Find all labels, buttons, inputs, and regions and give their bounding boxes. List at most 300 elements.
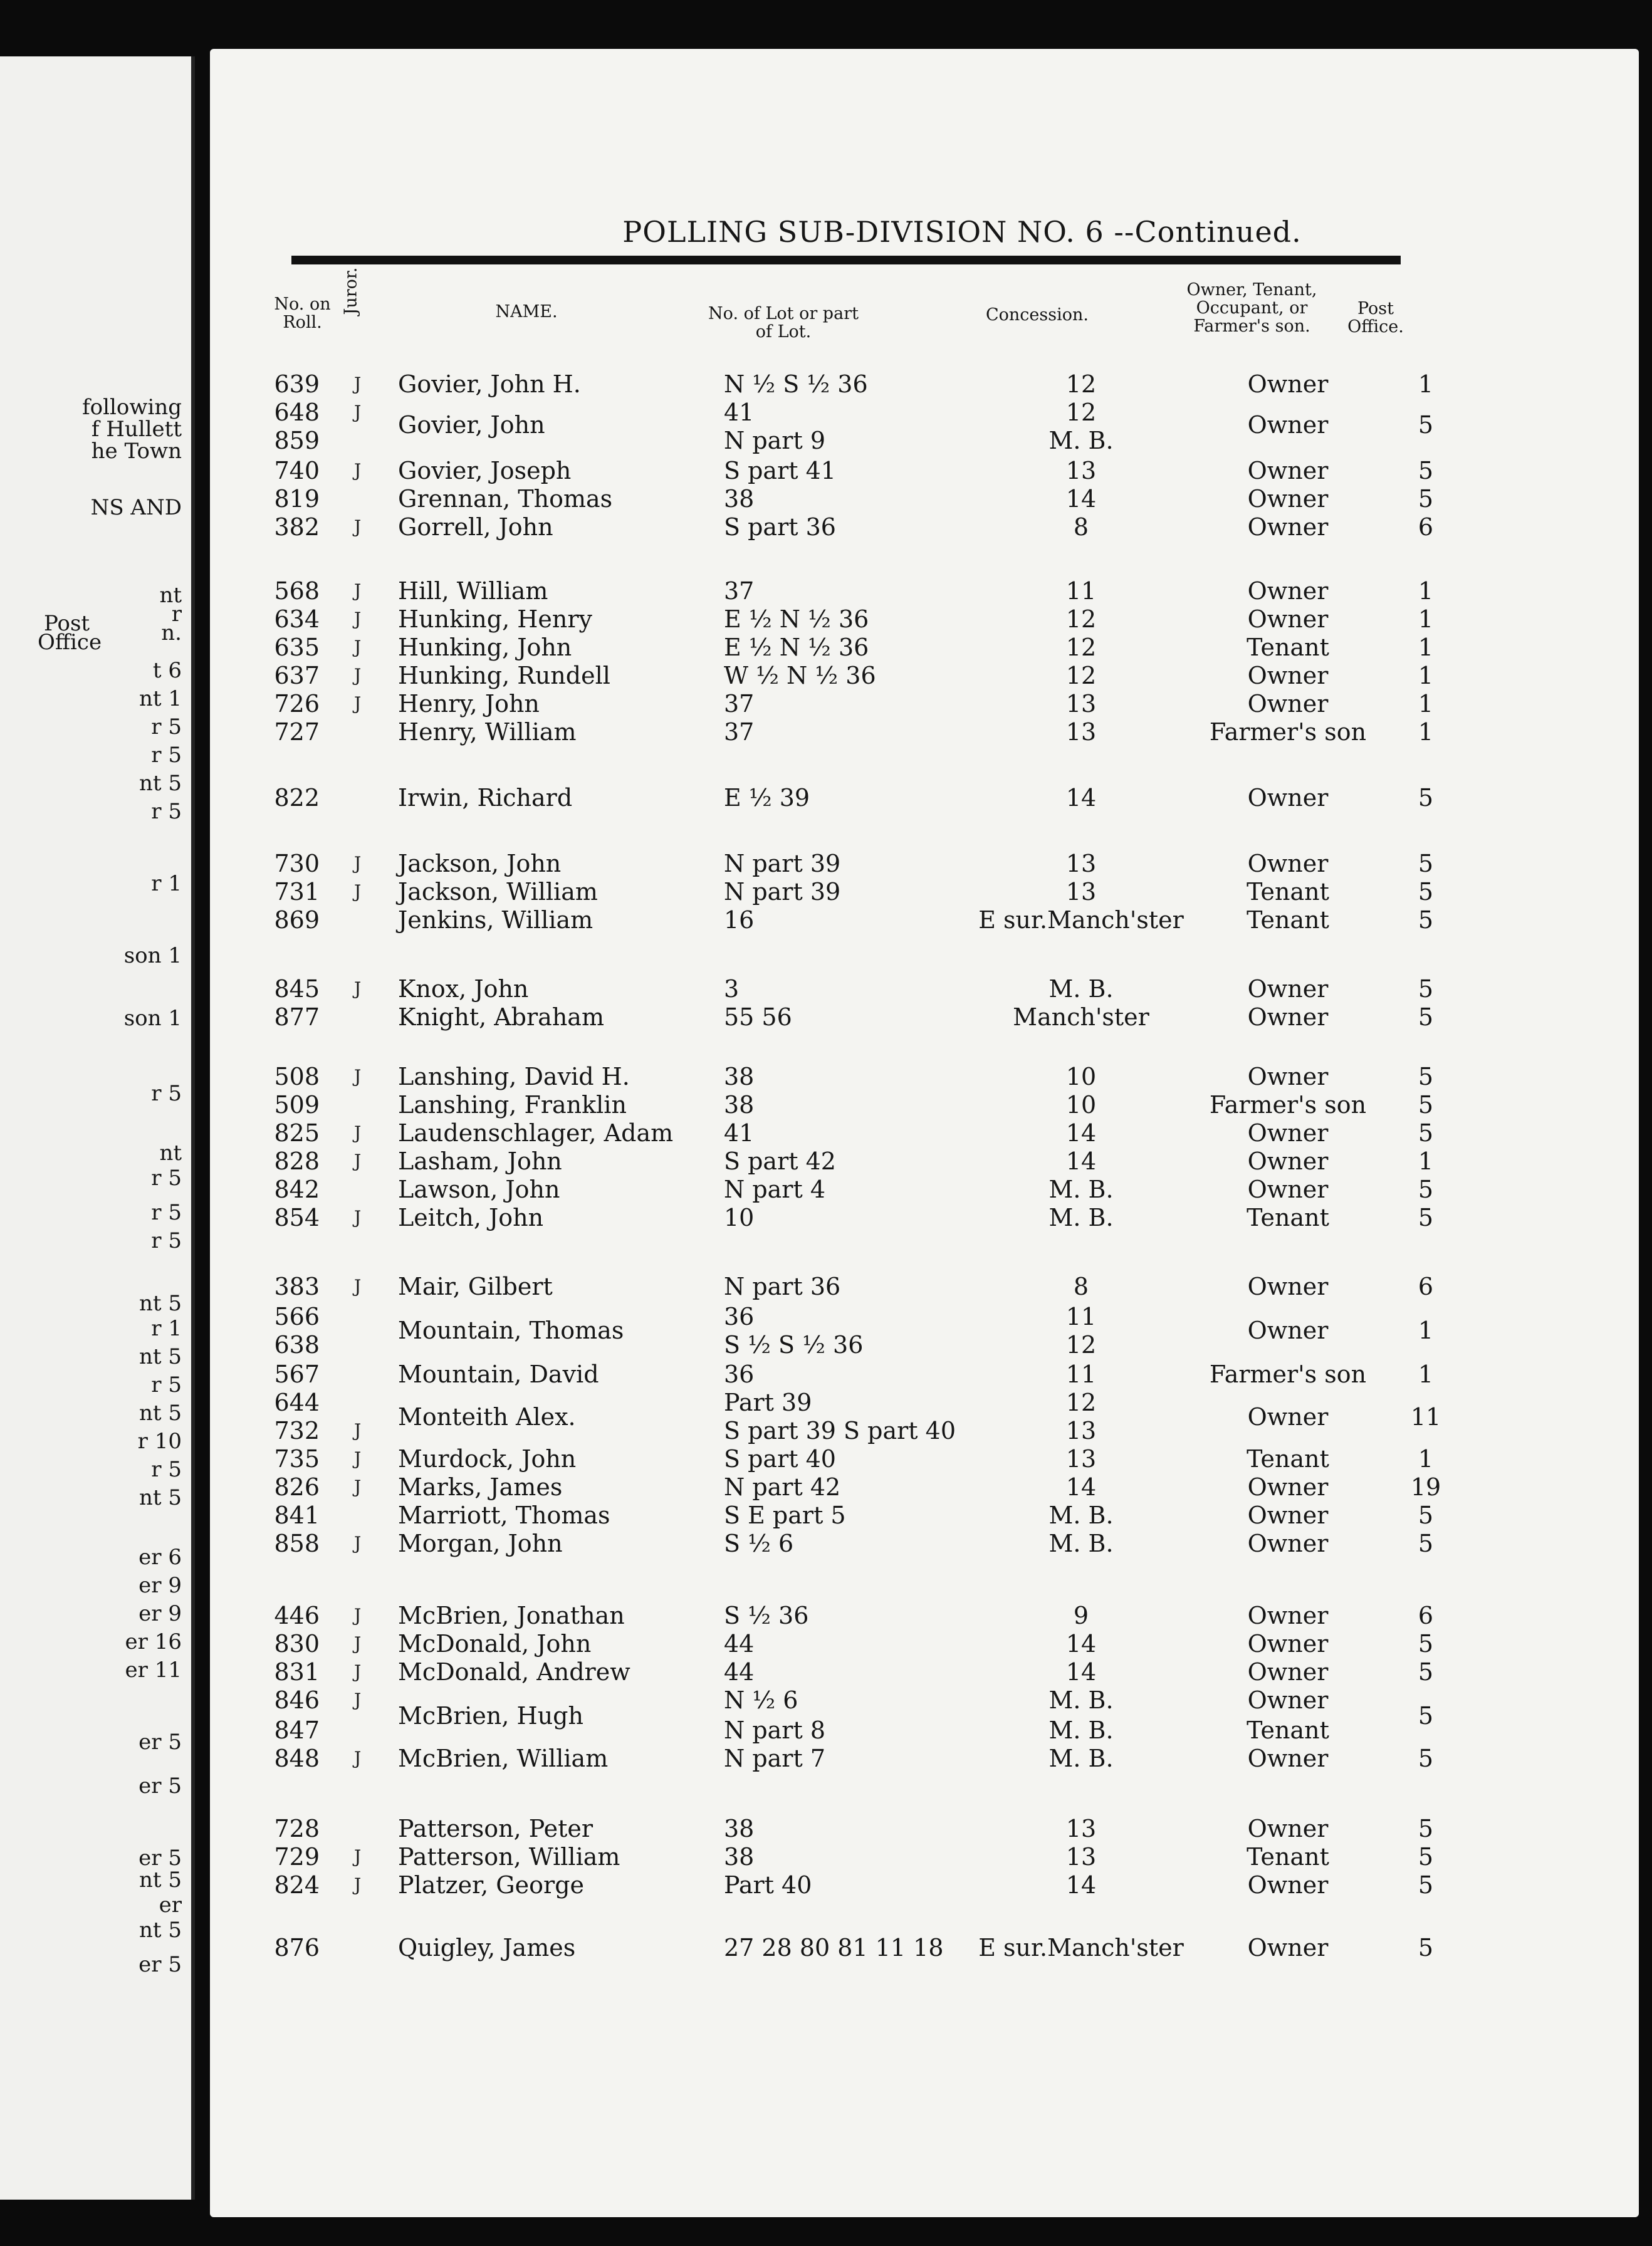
concession: 13 xyxy=(1065,718,1097,746)
lot: S ½ 6 xyxy=(724,1530,794,1557)
roll-number: 822 xyxy=(274,784,320,812)
elector-name: Marriott, Thomas xyxy=(398,1502,610,1529)
previous-page-fragment: r 5 xyxy=(151,714,182,739)
previous-page-fragment: Office xyxy=(38,630,102,655)
roll-number: 877 xyxy=(274,1003,320,1031)
concession: 12 xyxy=(1065,1331,1097,1359)
tenure-status: Owner xyxy=(1247,975,1329,1003)
post-office: 5 xyxy=(1418,850,1434,877)
elector-name: Hunking, Henry xyxy=(398,605,592,633)
table-row xyxy=(210,1933,1639,1962)
roll-number: 729 xyxy=(274,1843,320,1871)
lot: N ½ 6 xyxy=(724,1686,798,1714)
table-row xyxy=(210,1003,1639,1032)
tenure-status: Owner xyxy=(1247,1273,1329,1300)
table-row xyxy=(210,1658,1639,1686)
juror-mark: J xyxy=(354,1533,362,1554)
lot: 10 xyxy=(724,1204,755,1231)
post-office: 1 xyxy=(1418,577,1434,605)
elector-name: Henry, William xyxy=(398,718,577,746)
previous-page-fragment: NS AND xyxy=(90,495,182,520)
tenure-status: Farmer's son xyxy=(1209,1091,1367,1119)
lot: N part 39 xyxy=(724,878,841,906)
concession: E sur.Manch'ster xyxy=(978,1934,1184,1961)
post-office: 6 xyxy=(1418,1602,1434,1629)
post-office: 5 xyxy=(1418,784,1434,812)
table-row xyxy=(210,370,1639,399)
juror-mark: J xyxy=(354,516,362,537)
juror-mark: J xyxy=(354,1748,362,1768)
tenure-status: Owner xyxy=(1247,1147,1329,1175)
lot: S part 41 xyxy=(724,457,836,484)
roll-number: 639 xyxy=(274,370,320,398)
previous-page-fragment: nt 1 xyxy=(139,686,182,711)
elector-name: Jackson, John xyxy=(398,850,562,877)
concession: 9 xyxy=(1073,1602,1089,1629)
tenure-status: Owner xyxy=(1247,1602,1329,1629)
roll-number: 635 xyxy=(274,634,320,661)
concession: M. B. xyxy=(1048,427,1114,454)
post-office: 1 xyxy=(1418,1317,1434,1344)
tenure-status: Owner xyxy=(1247,1745,1329,1772)
lot: 41 xyxy=(724,399,755,426)
elector-name: Morgan, John xyxy=(398,1530,563,1557)
post-office: 5 xyxy=(1418,1658,1434,1686)
previous-page-fragment: nt 5 xyxy=(139,1485,182,1510)
juror-mark: J xyxy=(354,1846,362,1867)
post-office: 1 xyxy=(1418,690,1434,718)
concession: 11 xyxy=(1065,1303,1097,1330)
previous-page-fragment: r 5 xyxy=(151,799,182,824)
post-office: 5 xyxy=(1418,1934,1434,1961)
table-row xyxy=(210,1062,1639,1091)
lot: 38 xyxy=(724,1091,755,1119)
lot: 38 xyxy=(724,485,755,513)
elector-name: McDonald, Andrew xyxy=(398,1658,630,1686)
post-office: 5 xyxy=(1418,1702,1434,1730)
roll-number: 847 xyxy=(274,1716,320,1744)
post-office: 5 xyxy=(1418,1630,1434,1658)
juror-mark: J xyxy=(354,373,362,394)
post-office: 6 xyxy=(1418,513,1434,541)
tenure-status: Tenant xyxy=(1247,1445,1329,1473)
post-office: 5 xyxy=(1418,1815,1434,1842)
roll-number: 858 xyxy=(274,1530,320,1557)
previous-page-fragment: nt 5 xyxy=(139,1344,182,1369)
roll-number: 732 xyxy=(274,1417,320,1444)
lot: 36 xyxy=(724,1303,755,1330)
tenure-status: Owner xyxy=(1247,1658,1329,1686)
lot: W ½ N ½ 36 xyxy=(724,662,876,689)
concession: M. B. xyxy=(1048,1745,1114,1772)
roll-number: 634 xyxy=(274,605,320,633)
juror-mark: J xyxy=(354,1605,362,1626)
table-row xyxy=(210,1744,1639,1773)
roll-number: 826 xyxy=(274,1473,320,1501)
elector-name: Lasham, John xyxy=(398,1147,562,1175)
lot: 36 xyxy=(724,1361,755,1388)
juror-mark: J xyxy=(354,1276,362,1297)
elector-name: McBrien, Hugh xyxy=(398,1702,583,1730)
post-office: 5 xyxy=(1418,1003,1434,1031)
post-office: 5 xyxy=(1418,1745,1434,1772)
table-row xyxy=(210,1175,1639,1204)
tenure-status: Owner xyxy=(1247,1502,1329,1529)
roll-number: 830 xyxy=(274,1630,320,1658)
table-row xyxy=(210,1444,1639,1473)
previous-page-fragment: nt 5 xyxy=(139,771,182,796)
previous-page-fragment: r 5 xyxy=(151,1372,182,1397)
previous-page-fragment: nt 5 xyxy=(139,1401,182,1426)
previous-page-fragment: nt xyxy=(159,583,182,608)
elector-name: Laudenschlager, Adam xyxy=(398,1119,674,1147)
header-concession: Concession. xyxy=(986,305,1089,325)
lot: S ½ 36 xyxy=(724,1602,809,1629)
post-office: 1 xyxy=(1418,1445,1434,1473)
lot: N part 8 xyxy=(724,1716,826,1744)
concession: 14 xyxy=(1065,1473,1097,1501)
tenure-status: Farmer's son xyxy=(1209,1361,1367,1388)
juror-mark: J xyxy=(354,1122,362,1143)
table-row xyxy=(210,1119,1639,1147)
table-row xyxy=(210,974,1639,1003)
tenure-status: Owner xyxy=(1247,662,1329,689)
elector-name: Lanshing, Franklin xyxy=(398,1091,627,1119)
tenure-status: Owner xyxy=(1247,1473,1329,1501)
tenure-status: Owner xyxy=(1247,1317,1329,1344)
juror-mark: J xyxy=(354,402,362,422)
heading-rule xyxy=(291,256,1401,264)
previous-page-fragment: r 5 xyxy=(151,743,182,768)
previous-page-fragment: nt 5 xyxy=(139,1291,182,1316)
post-office: 1 xyxy=(1418,634,1434,661)
lot: 3 xyxy=(724,975,740,1003)
header-juror: Juror. xyxy=(341,267,361,315)
tenure-status: Farmer's son xyxy=(1209,718,1367,746)
lot: 44 xyxy=(724,1658,755,1686)
elector-name: Govier, John xyxy=(398,411,545,439)
concession: 13 xyxy=(1065,850,1097,877)
tenure-status: Owner xyxy=(1247,457,1329,484)
post-office: 1 xyxy=(1418,1147,1434,1175)
tenure-status: Owner xyxy=(1247,605,1329,633)
table-row xyxy=(210,783,1639,812)
elector-name: Leitch, John xyxy=(398,1204,544,1231)
juror-mark: J xyxy=(354,580,362,601)
roll-number: 446 xyxy=(274,1602,320,1629)
table-row xyxy=(210,1601,1639,1630)
table-row xyxy=(210,1842,1639,1871)
concession: 11 xyxy=(1065,577,1097,605)
previous-page-fragment: f Hullett xyxy=(91,417,182,442)
tenure-status: Owner xyxy=(1247,1815,1329,1842)
elector-name: Monteith Alex. xyxy=(398,1403,576,1431)
roll-number: 846 xyxy=(274,1686,320,1714)
roll-number: 841 xyxy=(274,1502,320,1529)
previous-page-fragment: nt 5 xyxy=(139,1867,182,1893)
post-office: 1 xyxy=(1418,605,1434,633)
elector-name: McBrien, Jonathan xyxy=(398,1602,625,1629)
concession: 12 xyxy=(1065,399,1097,426)
concession: 13 xyxy=(1065,878,1097,906)
tenure-status: Owner xyxy=(1247,1630,1329,1658)
register-page xyxy=(210,49,1639,2217)
lot: S part 42 xyxy=(724,1147,836,1175)
juror-mark: J xyxy=(354,1066,362,1087)
previous-page-fragment: t 6 xyxy=(152,658,182,683)
concession: M. B. xyxy=(1048,1686,1114,1714)
previous-page-fragment: r 10 xyxy=(137,1429,182,1454)
roll-number: 854 xyxy=(274,1204,320,1231)
tenure-status: Owner xyxy=(1247,513,1329,541)
lot: Part 40 xyxy=(724,1871,812,1899)
table-row xyxy=(210,426,1639,455)
elector-name: McBrien, William xyxy=(398,1745,609,1772)
lot: N part 9 xyxy=(724,427,826,454)
tenure-status: Owner xyxy=(1247,1003,1329,1031)
tenure-status: Tenant xyxy=(1247,1716,1329,1744)
lot: 38 xyxy=(724,1815,755,1842)
elector-name: Knox, John xyxy=(398,975,529,1003)
elector-name: Jenkins, William xyxy=(398,906,593,934)
elector-name: Irwin, Richard xyxy=(398,784,573,812)
lot: 27 28 80 81 11 18 xyxy=(724,1934,944,1961)
concession: 14 xyxy=(1065,1630,1097,1658)
lot: 41 xyxy=(724,1119,755,1147)
concession: Manch'ster xyxy=(1013,1003,1149,1031)
tenure-status: Owner xyxy=(1247,1063,1329,1090)
juror-mark: J xyxy=(354,1151,362,1171)
lot: 37 xyxy=(724,718,755,746)
tenure-status: Owner xyxy=(1247,690,1329,718)
elector-name: Mountain, Thomas xyxy=(398,1317,624,1344)
juror-mark: J xyxy=(354,853,362,874)
header-post-office: Post Office. xyxy=(1347,299,1404,337)
post-office: 19 xyxy=(1410,1473,1441,1501)
previous-page-fragment: er 5 xyxy=(139,1730,182,1755)
elector-name: Gorrell, John xyxy=(398,513,553,541)
post-office: 5 xyxy=(1418,1843,1434,1871)
lot: S part 40 xyxy=(724,1445,836,1473)
concession: M. B. xyxy=(1048,1530,1114,1557)
lot: N part 7 xyxy=(724,1745,826,1772)
concession: 13 xyxy=(1065,690,1097,718)
juror-mark: J xyxy=(354,1874,362,1895)
previous-page-fragment: r 5 xyxy=(151,1228,182,1253)
concession: 12 xyxy=(1065,1389,1097,1416)
post-office: 5 xyxy=(1418,1091,1434,1119)
table-row xyxy=(210,577,1639,605)
previous-page-fragment: son 1 xyxy=(123,1006,182,1031)
roll-number: 869 xyxy=(274,906,320,934)
lot: S E part 5 xyxy=(724,1502,846,1529)
previous-page-fragment: er 6 xyxy=(139,1545,182,1570)
roll-number: 731 xyxy=(274,878,320,906)
previous-page-fragment: er 16 xyxy=(125,1629,182,1654)
table-row xyxy=(210,513,1639,541)
elector-name: Grennan, Thomas xyxy=(398,485,613,513)
post-office: 5 xyxy=(1418,1063,1434,1090)
concession: 13 xyxy=(1065,1843,1097,1871)
roll-number: 825 xyxy=(274,1119,320,1147)
lot: E ½ N ½ 36 xyxy=(724,605,869,633)
concession: M. B. xyxy=(1048,975,1114,1003)
juror-mark: J xyxy=(354,637,362,657)
post-office: 1 xyxy=(1418,370,1434,398)
roll-number: 819 xyxy=(274,485,320,513)
roll-number: 637 xyxy=(274,662,320,689)
post-office: 5 xyxy=(1418,906,1434,934)
post-office: 5 xyxy=(1418,1204,1434,1231)
roll-number: 842 xyxy=(274,1176,320,1203)
elector-name: Hill, William xyxy=(398,577,548,605)
juror-mark: J xyxy=(354,665,362,686)
page-title: POLLING SUB-DIVISION NO. 6 --Continued. xyxy=(622,215,1302,249)
previous-page-fragment: er 11 xyxy=(125,1658,182,1683)
header-lot: No. of Lot or part of Lot. xyxy=(708,304,859,342)
lot: 37 xyxy=(724,577,755,605)
header-name: NAME. xyxy=(495,302,558,321)
roll-number: 859 xyxy=(274,427,320,454)
roll-number: 568 xyxy=(274,577,320,605)
table-row xyxy=(210,456,1639,485)
elector-name: Marks, James xyxy=(398,1473,563,1501)
table-row xyxy=(210,1814,1639,1843)
lot: S part 36 xyxy=(724,513,836,541)
roll-number: 566 xyxy=(274,1303,320,1330)
roll-number: 876 xyxy=(274,1934,320,1961)
roll-number: 740 xyxy=(274,457,320,484)
concession: M. B. xyxy=(1048,1502,1114,1529)
juror-mark: J xyxy=(354,978,362,999)
table-row xyxy=(210,661,1639,690)
lot: N part 4 xyxy=(724,1176,826,1203)
table-row xyxy=(210,1716,1639,1745)
elector-name: Govier, Joseph xyxy=(398,457,572,484)
elector-name: Patterson, Peter xyxy=(398,1815,593,1842)
post-office: 1 xyxy=(1418,718,1434,746)
juror-mark: J xyxy=(354,1690,362,1710)
tenure-status: Tenant xyxy=(1247,906,1329,934)
lot: 44 xyxy=(724,1630,755,1658)
previous-page-fragment: Post xyxy=(44,611,90,636)
roll-number: 730 xyxy=(274,850,320,877)
table-row xyxy=(210,849,1639,878)
previous-page-fragment: er 5 xyxy=(139,1846,182,1871)
table-row xyxy=(210,718,1639,746)
previous-page-fragment: r xyxy=(171,602,182,627)
lot: 38 xyxy=(724,1843,755,1871)
juror-mark: J xyxy=(354,1661,362,1682)
juror-mark: J xyxy=(354,1448,362,1469)
tenure-status: Owner xyxy=(1247,1403,1329,1431)
previous-page-fragment: nt xyxy=(159,1141,182,1166)
previous-page-fragment: he Town xyxy=(91,439,182,464)
lot: E ½ 39 xyxy=(724,784,810,812)
table-row xyxy=(210,1203,1639,1232)
tenure-status: Owner xyxy=(1247,370,1329,398)
elector-name: Knight, Abraham xyxy=(398,1003,604,1031)
previous-page-fragment: er 9 xyxy=(139,1573,182,1598)
juror-mark: J xyxy=(354,1420,362,1441)
elector-name: Henry, John xyxy=(398,690,540,718)
previous-page-fragment: r 1 xyxy=(151,1316,182,1341)
post-office: 11 xyxy=(1410,1403,1441,1431)
elector-name: Patterson, William xyxy=(398,1843,620,1871)
tenure-status: Owner xyxy=(1247,784,1329,812)
tenure-status: Tenant xyxy=(1247,1843,1329,1871)
lot: N ½ S ½ 36 xyxy=(724,370,868,398)
tenure-status: Owner xyxy=(1247,1119,1329,1147)
concession: M. B. xyxy=(1048,1176,1114,1203)
roll-number: 383 xyxy=(274,1273,320,1300)
tenure-status: Owner xyxy=(1247,1871,1329,1899)
post-office: 5 xyxy=(1418,485,1434,513)
table-row xyxy=(210,1416,1639,1445)
header-roll: No. on Roll. xyxy=(274,295,331,332)
post-office: 5 xyxy=(1418,1871,1434,1899)
tenure-status: Owner xyxy=(1247,1176,1329,1203)
elector-name: Lawson, John xyxy=(398,1176,560,1203)
concession: 14 xyxy=(1065,1147,1097,1175)
concession: 12 xyxy=(1065,605,1097,633)
table-row xyxy=(210,1330,1639,1359)
concession: 8 xyxy=(1073,1273,1089,1300)
post-office: 5 xyxy=(1418,1119,1434,1147)
header-status: Owner, Tenant, Occupant, or Farmer's son. xyxy=(1186,280,1317,336)
tenure-status: Owner xyxy=(1247,850,1329,877)
table-row xyxy=(210,1529,1639,1558)
lot: S part 39 S part 40 xyxy=(724,1417,956,1444)
tenure-status: Owner xyxy=(1247,577,1329,605)
table-row xyxy=(210,906,1639,934)
concession: 8 xyxy=(1073,513,1089,541)
elector-name: Platzer, George xyxy=(398,1871,585,1899)
lot: S ½ S ½ 36 xyxy=(724,1331,864,1359)
previous-page-fragment: nt 5 xyxy=(139,1918,182,1943)
roll-number: 848 xyxy=(274,1745,320,1772)
elector-name: Hunking, John xyxy=(398,634,572,661)
concession: 12 xyxy=(1065,370,1097,398)
previous-page-fragment: r 5 xyxy=(151,1081,182,1106)
previous-page xyxy=(0,56,195,2200)
roll-number: 648 xyxy=(274,399,320,426)
roll-number: 824 xyxy=(274,1871,320,1899)
lot: N part 39 xyxy=(724,850,841,877)
tenure-status: Owner xyxy=(1247,1530,1329,1557)
roll-number: 644 xyxy=(274,1389,320,1416)
table-row xyxy=(210,1090,1639,1119)
tenure-status: Tenant xyxy=(1247,1204,1329,1231)
lot: 55 56 xyxy=(724,1003,792,1031)
concession: 14 xyxy=(1065,1871,1097,1899)
roll-number: 828 xyxy=(274,1147,320,1175)
juror-mark: J xyxy=(354,693,362,714)
concession: 14 xyxy=(1065,485,1097,513)
table-row xyxy=(210,1871,1639,1899)
concession: 13 xyxy=(1065,1445,1097,1473)
previous-page-fragment: r 5 xyxy=(151,1457,182,1482)
roll-number: 726 xyxy=(274,690,320,718)
elector-name: Mair, Gilbert xyxy=(398,1273,553,1300)
juror-mark: J xyxy=(354,1476,362,1497)
previous-page-fragment: er xyxy=(159,1893,182,1918)
elector-name: Hunking, Rundell xyxy=(398,662,610,689)
post-office: 5 xyxy=(1418,457,1434,484)
previous-page-fragment: er 5 xyxy=(139,1773,182,1799)
post-office: 1 xyxy=(1418,1361,1434,1388)
roll-number: 735 xyxy=(274,1445,320,1473)
